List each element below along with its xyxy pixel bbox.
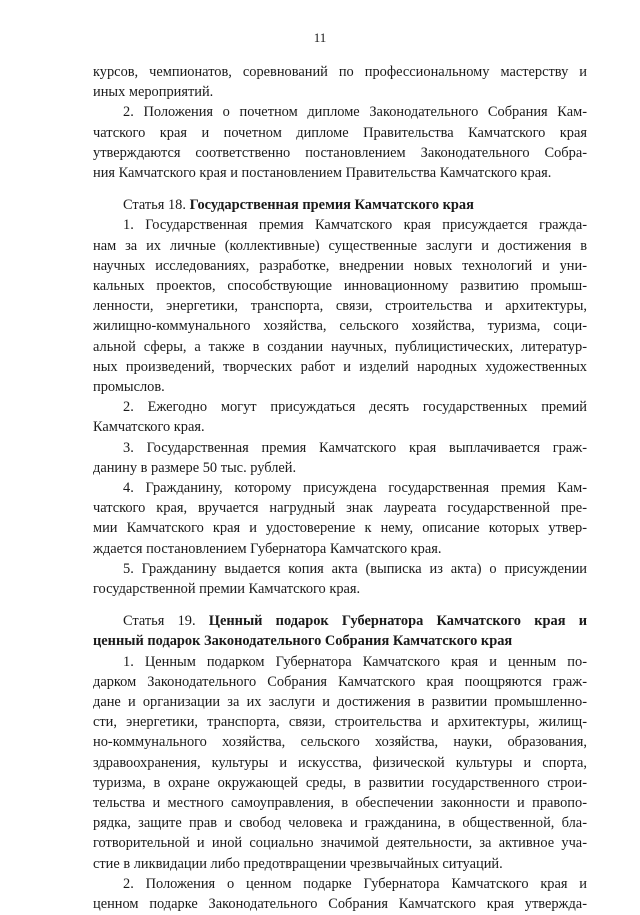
- text-line: жилищно-коммунального хозяйства, сельского хозяйства, туризма, соци-: [93, 318, 587, 335]
- article-18-title: Государственная премия Камчатского края: [189, 197, 474, 214]
- text-line: 1. Государственная премия Камчатского края присуждается гражда-: [123, 217, 587, 234]
- text-line: утверждаются соответственно постановлением Законодательного Собра-: [93, 144, 587, 161]
- text-line: иных мероприятий.: [93, 84, 214, 101]
- text-line: 5. Гражданину выдается копия акта (выписка из акта) о присуждении: [123, 560, 587, 577]
- text-line: здравоохранения, культуры и искусства, физической культуры и спорта,: [93, 754, 587, 771]
- text-line: мии Камчатского края и удостоверение к нему, описание которых утвер-: [93, 520, 587, 537]
- article-19-number: Статья 19.: [123, 613, 196, 630]
- text-line: ждается постановлением Губернатора Камчатского края.: [93, 540, 442, 557]
- text-line: дарком Законодательного Собрания Камчатского края поощряются граж-: [93, 673, 587, 690]
- article-19-heading-cont: [93, 631, 587, 652]
- text-line: рядка, защите прав и свобод человека и гражданина, в общественной, бла-: [93, 815, 587, 832]
- text-line: ценном подарке Законодательного Собрания Камчатского края утвержда-: [93, 896, 587, 912]
- text-line: курсов, чемпионатов, соревнований по профессиональному мастерству и: [93, 64, 587, 80]
- text-line: чатского края и почетном дипломе Правительства Камчатского края: [93, 124, 587, 141]
- text-line: тельства и местного самоуправления, в обеспечении законности и правопо-: [93, 795, 587, 811]
- text-line: данину в размере 50 тыс. рублей.: [93, 459, 297, 476]
- article-18-heading: [123, 195, 587, 216]
- text-line: готворительной и иной социально значимой деятельности, за активное уча-: [93, 835, 587, 852]
- text-line: сти, энергетики, транспорта, связи, строительства и архитектуры, жилищ-: [93, 714, 587, 731]
- text-line: кальных проектов, способствующие инновационному развитию промыш-: [93, 278, 587, 294]
- text-line: 2. Положения о ценном подарке Губернатора Камчатского края и: [123, 875, 587, 892]
- text-line: 4. Гражданину, которому присуждена государственная премия Кам-: [123, 480, 587, 496]
- text-line: туризма, в охране окружающей среды, в развитии государственного строи-: [93, 774, 587, 791]
- text-line: ленности, энергетики, транспорта, связи, строительства и архитектуры,: [93, 298, 587, 315]
- text-line: дане и организации за их заслуги и достижения в развитии промышленно-: [93, 694, 587, 710]
- text-line: 1. Ценным подарком Губернатора Камчатского края и ценным по-: [123, 653, 587, 670]
- text-line: 2. Положения о почетном дипломе Законодательного Собрания Кам-: [123, 104, 587, 121]
- text-line: ния Камчатского края и постановлением Правительства Камчатского края.: [93, 165, 552, 181]
- text-line: промыслов.: [93, 379, 165, 395]
- article-19-title-cont: ценный подарок Законодательного Собрания Камчатского края: [93, 633, 513, 650]
- text-line: государственной премии Камчатского края.: [93, 581, 361, 597]
- text-line: научных исследованиях, разработке, внедрении новых технологий и уни-: [93, 257, 587, 274]
- page-number: 11: [313, 30, 327, 45]
- text-line: ных произведений, творческих работ и изделий народных художественных: [93, 358, 587, 375]
- text-line: но-коммунального хозяйства, сельского хозяйства, науки, образования,: [93, 734, 587, 751]
- article-19-heading: [123, 611, 587, 632]
- text-line: нам за их личные (коллективные) существенные заслуги и достижения в: [93, 237, 587, 254]
- article-18-number: Статья 18.: [123, 197, 186, 214]
- article-19-title: Ценный подарок Губернатора Камчатского края и: [208, 613, 587, 630]
- text-line: 3. Государственная премия Камчатского края выплачивается граж-: [123, 439, 587, 456]
- text-line: альной сферы, а также в создании научных, публицистических, литератур-: [93, 338, 587, 355]
- text-line: чатского края, вручается нагрудный знак лауреата государственной пре-: [93, 500, 587, 517]
- text-line: стие в ликвидации либо предотвращении чрезвычайных ситуаций.: [93, 855, 503, 872]
- text-line: 2. Ежегодно могут присуждаться десять государственных премий: [123, 399, 587, 416]
- text-line: Камчатского края.: [93, 419, 205, 436]
